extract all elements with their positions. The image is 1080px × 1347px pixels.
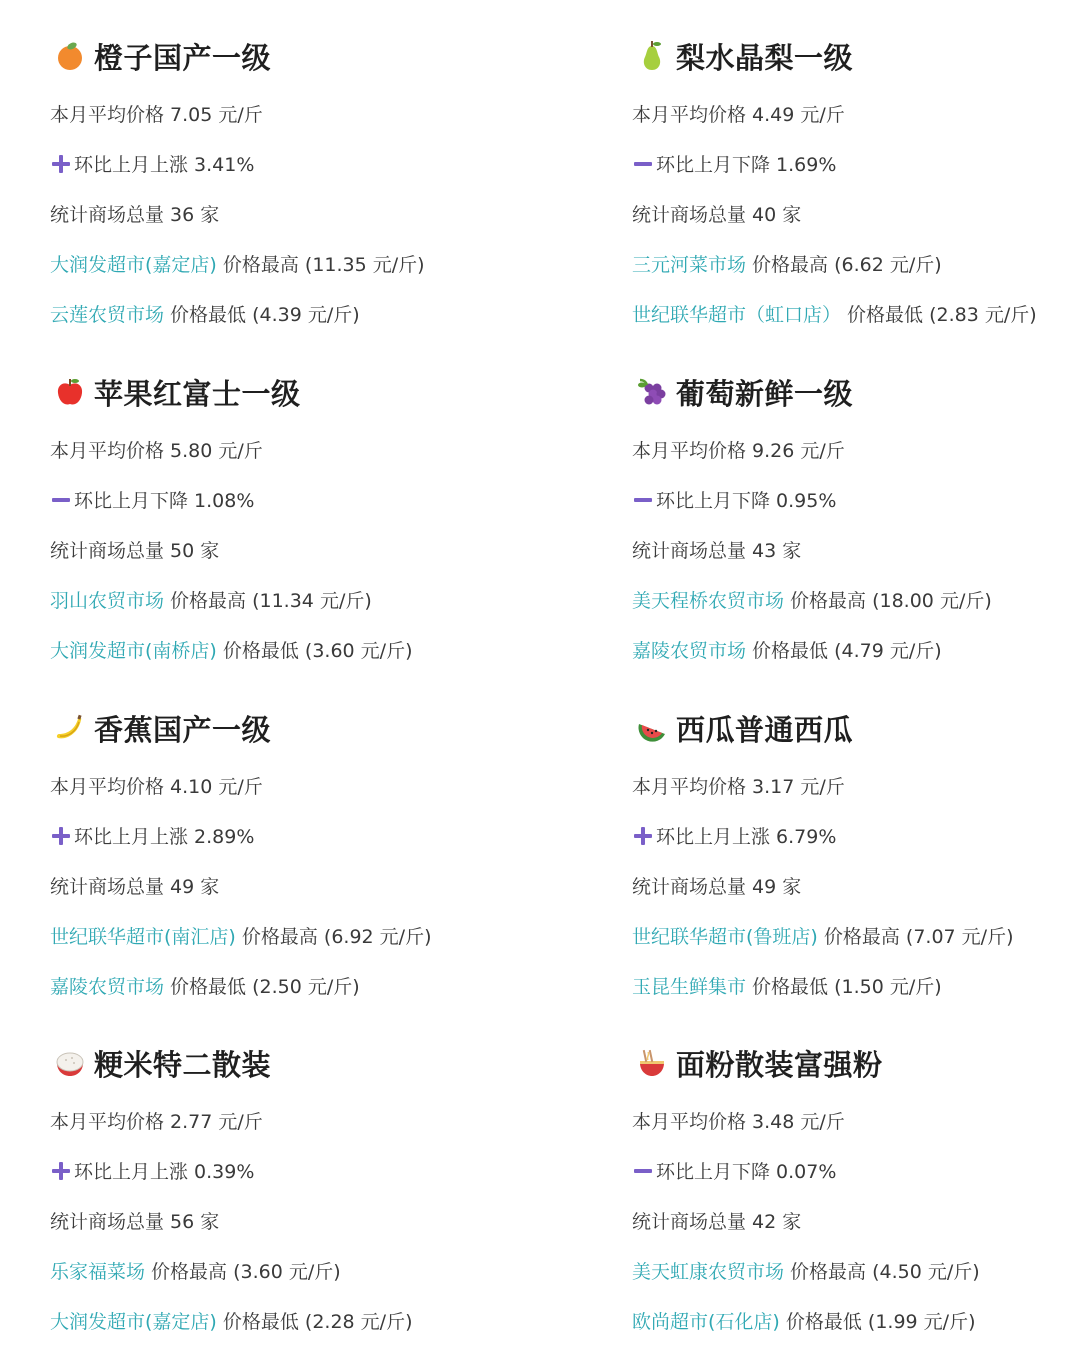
- highest-market-link[interactable]: 乐家福菜场: [50, 1261, 146, 1283]
- average-price: 本月平均价格 4.49 元/斤: [632, 104, 845, 126]
- price-change-text: 环比上月下降 0.95%: [656, 490, 837, 512]
- lowest-price: [632, 972, 942, 999]
- market-count: 统计商场总量 49 家: [632, 876, 802, 898]
- card-title: 橙子国产一级: [94, 40, 272, 75]
- price-change: [632, 822, 836, 849]
- price-change-text: 环比上月上涨 3.41%: [74, 154, 255, 176]
- market-count: 统计商场总量 56 家: [50, 1211, 220, 1233]
- price-change: [632, 150, 836, 177]
- average-price: 本月平均价格 2.77 元/斤: [50, 1111, 263, 1133]
- card-title-row: [54, 1037, 271, 1089]
- market-count: 统计商场总量 36 家: [50, 204, 220, 226]
- price-change-text: 环比上月下降 0.07%: [656, 1161, 837, 1183]
- average-price: 本月平均价格 3.17 元/斤: [632, 776, 845, 798]
- minus-icon: [632, 490, 654, 510]
- lowest-price: [632, 636, 942, 663]
- average-price: 本月平均价格 4.10 元/斤: [50, 776, 263, 798]
- orange-icon: [54, 40, 86, 72]
- price-change-text: 环比上月下降 1.08%: [74, 490, 255, 512]
- plus-icon: [50, 826, 72, 846]
- noodle-bowl-icon: [636, 1047, 668, 1079]
- lowest-price-text: 价格最低 (1.99 元/斤): [779, 1311, 976, 1333]
- highest-price: [632, 922, 1013, 949]
- highest-price-text: 价格最高 (11.34 元/斤): [164, 590, 372, 612]
- card-title: 梨水晶梨一级: [676, 40, 854, 75]
- minus-icon: [50, 490, 72, 510]
- market-count: 统计商场总量 50 家: [50, 540, 220, 562]
- highest-price-text: 价格最高 (18.00 元/斤): [784, 590, 992, 612]
- lowest-price: [50, 1307, 412, 1334]
- lowest-market-link[interactable]: 欧尚超市(石化店): [632, 1311, 780, 1333]
- lowest-price: [632, 1307, 975, 1334]
- grapes-icon: [636, 376, 668, 408]
- lowest-market-link[interactable]: 玉昆生鲜集市: [632, 976, 747, 998]
- highest-market-link[interactable]: 世纪联华超市(鲁班店): [632, 926, 818, 948]
- card-title-row: [54, 30, 271, 82]
- market-count: 统计商场总量 40 家: [632, 204, 802, 226]
- card-title: 葡萄新鲜一级: [676, 376, 854, 411]
- highest-price: [632, 586, 992, 613]
- price-change: [632, 486, 836, 513]
- highest-price: [50, 922, 431, 949]
- highest-market-link[interactable]: 大润发超市(嘉定店): [50, 254, 217, 276]
- price-change: [50, 150, 254, 177]
- highest-price: [50, 1257, 341, 1284]
- lowest-price: [632, 300, 1037, 327]
- apple-icon: [54, 376, 86, 408]
- price-change: [50, 822, 254, 849]
- minus-icon: [632, 1161, 654, 1181]
- lowest-price-text: 价格最低 (3.60 元/斤): [216, 640, 413, 662]
- lowest-market-link[interactable]: 嘉陵农贸市场: [632, 640, 747, 662]
- card-title: 西瓜普通西瓜: [676, 712, 854, 747]
- plus-icon: [50, 154, 72, 174]
- lowest-price-text: 价格最低 (4.39 元/斤): [164, 304, 360, 326]
- highest-price-text: 价格最高 (6.62 元/斤): [746, 254, 942, 276]
- market-count: 统计商场总量 49 家: [50, 876, 220, 898]
- pear-icon: [636, 40, 668, 72]
- highest-price-text: 价格最高 (3.60 元/斤): [145, 1261, 341, 1283]
- highest-market-link[interactable]: 三元河菜市场: [632, 254, 747, 276]
- card-title: 苹果红富士一级: [94, 376, 301, 411]
- card-title-row: [636, 366, 853, 418]
- lowest-market-link[interactable]: 云莲农贸市场: [50, 304, 165, 326]
- price-change-text: 环比上月上涨 0.39%: [74, 1161, 255, 1183]
- price-change-text: 环比上月上涨 6.79%: [656, 826, 837, 848]
- highest-price: [632, 1257, 980, 1284]
- minus-icon: [632, 154, 654, 174]
- banana-icon: [54, 712, 86, 744]
- highest-market-link[interactable]: 美天虹康农贸市场: [632, 1261, 785, 1283]
- market-count: 统计商场总量 42 家: [632, 1211, 802, 1233]
- average-price: 本月平均价格 5.80 元/斤: [50, 440, 263, 462]
- price-change: [50, 1157, 254, 1184]
- average-price: 本月平均价格 3.48 元/斤: [632, 1111, 845, 1133]
- average-price: 本月平均价格 9.26 元/斤: [632, 440, 845, 462]
- highest-price-text: 价格最高 (11.35 元/斤): [216, 254, 425, 276]
- card-title-row: [54, 702, 271, 754]
- highest-price: [50, 586, 372, 613]
- highest-price: [50, 250, 425, 277]
- lowest-price-text: 价格最低 (1.50 元/斤): [746, 976, 942, 998]
- card-title-row: [636, 702, 853, 754]
- plus-icon: [50, 1161, 72, 1181]
- lowest-price-text: 价格最低 (2.50 元/斤): [164, 976, 360, 998]
- highest-price-text: 价格最高 (6.92 元/斤): [235, 926, 432, 948]
- plus-icon: [632, 826, 654, 846]
- highest-price-text: 价格最高 (7.07 元/斤): [817, 926, 1014, 948]
- lowest-market-link[interactable]: 世纪联华超市（虹口店）: [632, 304, 842, 326]
- card-title: 粳米特二散装: [94, 1047, 272, 1082]
- lowest-market-link[interactable]: 大润发超市(南桥店): [50, 640, 217, 662]
- lowest-price-text: 价格最低 (2.28 元/斤): [216, 1311, 413, 1333]
- highest-market-link[interactable]: 羽山农贸市场: [50, 590, 165, 612]
- lowest-market-link[interactable]: 嘉陵农贸市场: [50, 976, 165, 998]
- price-change-text: 环比上月下降 1.69%: [656, 154, 837, 176]
- lowest-price-text: 价格最低 (2.83 元/斤): [841, 304, 1037, 326]
- card-title-row: [54, 366, 301, 418]
- lowest-price: [50, 636, 412, 663]
- rice-icon: [54, 1047, 86, 1079]
- highest-price-text: 价格最高 (4.50 元/斤): [784, 1261, 980, 1283]
- lowest-price: [50, 972, 360, 999]
- card-title: 香蕉国产一级: [94, 712, 272, 747]
- card-title-row: [636, 1037, 883, 1089]
- lowest-price: [50, 300, 360, 327]
- lowest-price-text: 价格最低 (4.79 元/斤): [746, 640, 942, 662]
- price-change-text: 环比上月上涨 2.89%: [74, 826, 255, 848]
- highest-market-link[interactable]: 世纪联华超市(南汇店): [50, 926, 236, 948]
- market-count: 统计商场总量 43 家: [632, 540, 802, 562]
- lowest-market-link[interactable]: 大润发超市(嘉定店): [50, 1311, 217, 1333]
- price-change: [632, 1157, 836, 1184]
- highest-market-link[interactable]: 美天程桥农贸市场: [632, 590, 785, 612]
- highest-price: [632, 250, 942, 277]
- card-title: 面粉散装富强粉: [676, 1047, 883, 1082]
- price-change: [50, 486, 254, 513]
- watermelon-icon: [636, 712, 668, 744]
- average-price: 本月平均价格 7.05 元/斤: [50, 104, 263, 126]
- card-title-row: [636, 30, 853, 82]
